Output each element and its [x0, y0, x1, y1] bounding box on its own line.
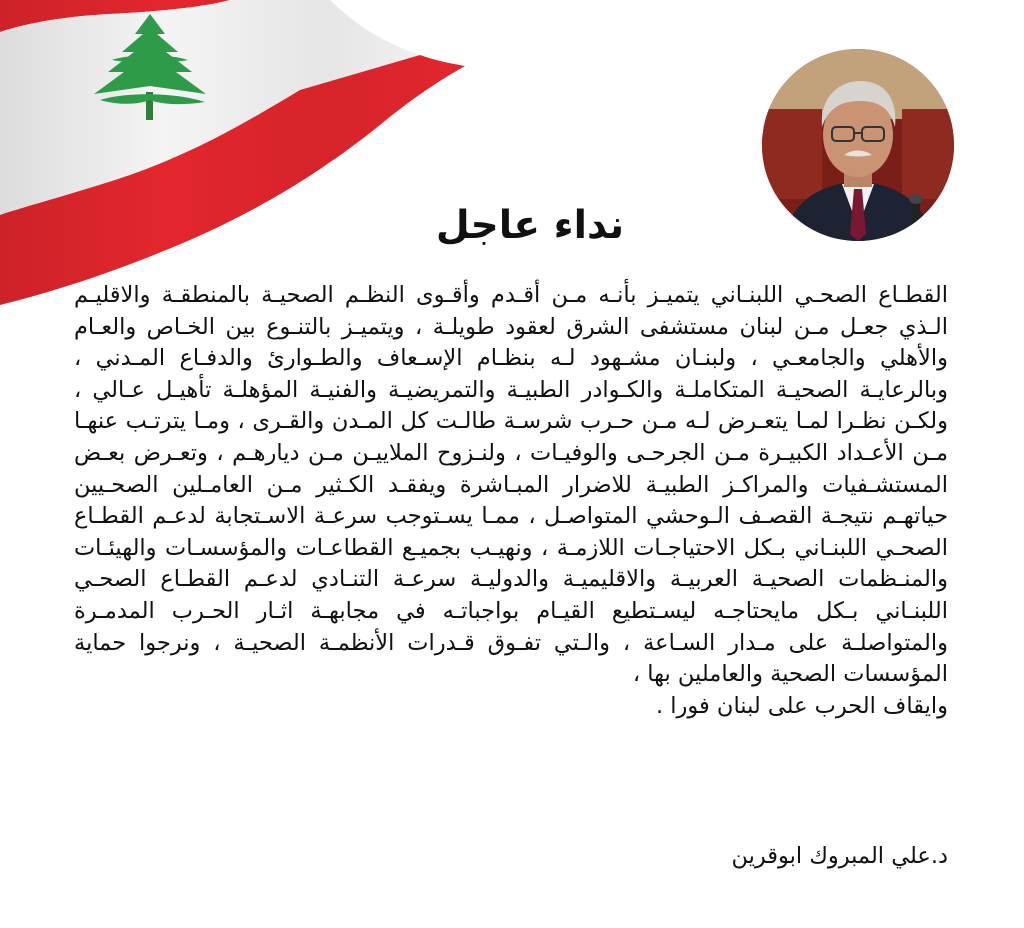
appeal-paragraph: القطـاع الصحـي اللبنـاني يتميـز بأنـه مـن أقـدم وأقـوى النظـم الصحيـة بالمنطقـة والاقليـم الـذي جعـل مـن لبنان مستشفى الشرق لعقود طويلـة ، ويتميـز بالتنـوع بين الخـاص والعـام والأهلي والجامعـي ، ولبنـان مشـهود لـه بنظـام الإسـعاف والطـوارئ والدفـاع المـدني ، وبالرعايـة الصحيـة المتكاملـة والكـوادر الطبيـة والتمريضيـة والفنيـة المؤهلـة تأهيـل عـالي ، ولكـن نظـرا لمـا يتعـرض لـه مـن حـرب شرسـة طالـت كل المـدن والقـرى ، ومـا يترتـب عنهـا مـن الأعـداد الكبيـرة مـن الجرحـى والوفيـات ، ولنـزوح الملاييـن مـن ديارهـم ، وتعـرض بعـض المستشـفيات والمراكـز الطبيـة للاضرار المبـاشرة ويفقـد الكـثير مـن العامـلين الصحـيين حياتهـم نتيجـة القصـف الـوحشي المتواصـل ، ممـا يسـتوجب سرعـة الاسـتجابة لدعـم القطـاع الصحـي اللبنـاني بـكل الاحتياجـات اللازمـة ، ونهيـب بجميـع القطاعـات والمؤسسـات والهيئـات والمنـظمات الصحيـة العربيـة والاقليميـة والدوليـة سرعـة التنـادي لدعـم القطـاع الصحـي اللبنـاني بـكل مايحتاجـه ليسـتطيع القيـام بواجباتـه في مجابهـة اثـار الحـرب المدمـرة والمتواصلـة على مـدار السـاعة ، والـتي تفـوق قـدرات الأنظمـة الصحيـة ، ونرجوا حماية المؤسسات الصحية والعاملين بها ، [74, 282, 948, 688]
author-signature: د.علي المبروك ابوقرين [731, 843, 948, 869]
appeal-body [74, 280, 948, 722]
appeal-closing-line: وايقاف الحرب على لبنان فورا . [655, 692, 948, 719]
page-title: نداء عاجل [435, 203, 625, 248]
author-portrait-photo [762, 49, 954, 241]
lebanon-flag-icon [0, 0, 470, 310]
